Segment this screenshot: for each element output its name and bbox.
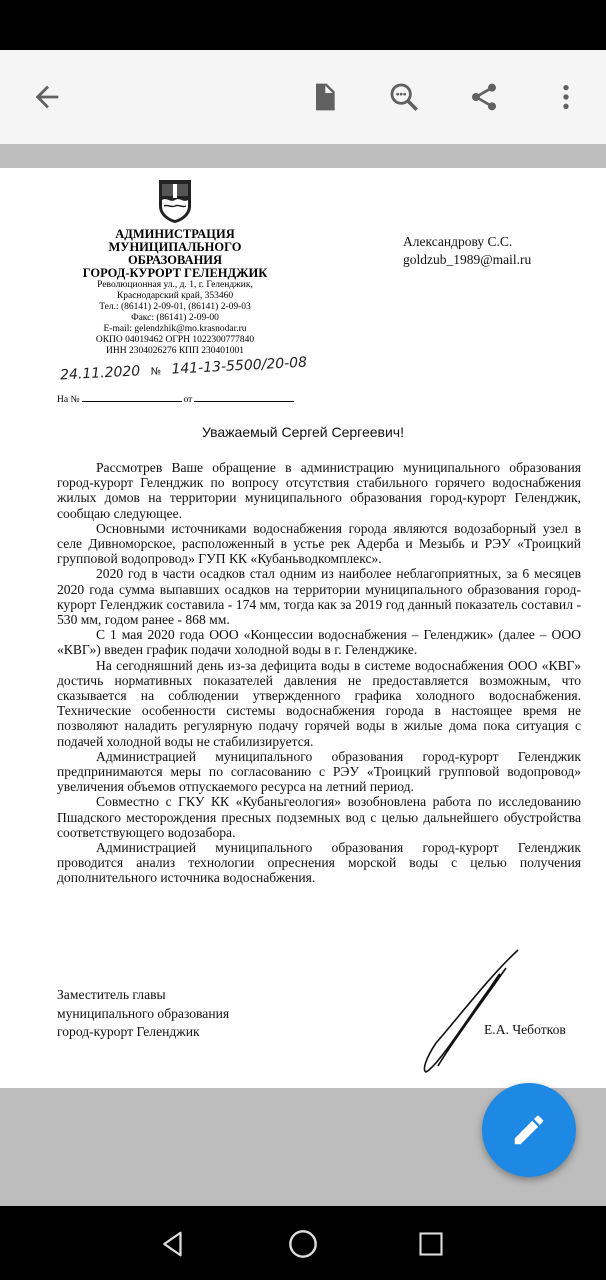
number-mark: № <box>150 366 162 378</box>
okpo-line: ОКПО 04019462 ОГРН 1022300777840 <box>95 335 255 345</box>
back-button[interactable] <box>24 74 70 120</box>
signer-title-line: Заместитель главы <box>57 987 166 1002</box>
back-arrow-icon <box>30 80 64 114</box>
letter-page <box>0 168 606 1088</box>
nav-recents-button[interactable] <box>409 1222 453 1266</box>
paragraph: Рассмотрев Ваше обращение в администрацию муниципального образования город-курорт Геленджик по вопросу отсутствия стабильного горячего водоснабжения жилых домов на территории муниципального образования город-курорт Геленджик, сообщаю следующее. <box>57 460 581 521</box>
handwritten-signature <box>418 948 528 1078</box>
org-name-line-2: МУНИЦИПАЛЬНОГО <box>108 240 242 254</box>
org-name-line-3: ОБРАЗОВАНИЯ <box>127 253 223 267</box>
signer-title-line: муниципального образования <box>57 1005 230 1021</box>
org-name-line-4: ГОРОД-КУРОРТ ГЕЛЕНДЖИК <box>82 266 268 280</box>
inn-line: ИНН 2304026276 КПП 230401001 <box>105 346 244 356</box>
edit-pencil-icon <box>510 1111 548 1149</box>
paragraph: Совместно с ГКУ КК «Кубаньгеология» возобновлена работа по исследованию Пшадского месторождения пресных подземных вод с целью дальнейшего обустройства соответствующего водозабора. <box>57 794 581 840</box>
status-bar <box>0 0 606 50</box>
paragraph: Основными источниками водоснабжения города являются водозаборный узел в селе Дивноморское, расположенный в устье рек Адерба и Мезыбь и РЭУ «Троицкий групповой водопровод» ГУП КК «Кубаньводкомплекс». <box>57 520 581 567</box>
more-vert-icon <box>550 81 582 113</box>
nav-home-button[interactable] <box>281 1222 325 1266</box>
recipient-block <box>403 233 531 269</box>
more-options-button[interactable] <box>543 74 589 120</box>
paragraph: Администрацией муниципального образования город-курорт Геленджик предпринимаются меры по согласованию с РЭУ «Троицкий групповой водопровод» увеличения объемов отпускаемого ресурса на летний период. <box>57 748 581 795</box>
phone-line: Тел.: (86141) 2-09-01, (86141) 2-09-03 <box>99 302 251 312</box>
paragraph: С 1 мая 2020 года ООО «Концессии водоснабжения – Геленджик» (далее – ООО «КВГ») введен график подачи холодной воды в г. Геленджике. <box>57 627 581 658</box>
signer-name: Е.А. Чеботков <box>484 1022 566 1037</box>
fax-line: Факс: (86141) 2-09-00 <box>131 313 219 323</box>
signer-title-line: город-курорт Геленджик <box>57 1024 200 1039</box>
nav-recents-icon <box>417 1230 445 1258</box>
nav-back-button[interactable] <box>151 1222 195 1266</box>
zoom-search-button[interactable] <box>381 74 427 120</box>
share-icon <box>468 81 500 113</box>
paragraph: На сегодняшний день из-за дефицита воды в системе водоснабжения ООО «КВГ» достичь нормативных показателей давления не предоставляется возможным, что сказывается на соблюдении утвержденного графика холодного водоснабжения. Технические особенности системы водоснабжения города в настоящее время не позволяют наладить регулярную подачу горячей воды в жилые дома пока ситуация с подачей холодной воды не стабилизируется. <box>57 657 581 749</box>
paragraph: Администрацией муниципального образования город-курорт Геленджик проводится анализ технологии опреснения морской воды с целью получения дополнительного источника водоснабжения. <box>57 840 581 886</box>
recipient-name: Александрову С.С. <box>403 234 513 249</box>
nav-home-icon <box>287 1228 319 1260</box>
edit-fab-button[interactable] <box>482 1083 576 1177</box>
letterhead <box>60 178 290 357</box>
ref-label: На № <box>57 395 80 405</box>
share-button[interactable] <box>461 74 507 120</box>
coat-of-arms-icon <box>158 178 192 224</box>
document-icon <box>308 81 340 113</box>
ref-from: от <box>183 395 193 405</box>
paragraph: 2020 год в части осадков стал одним из наиболее неблагоприятных, за 6 месяцев 2020 года сумма выпавших осадков на территории муниципального образования город-курорт Геленджик составила - 174 мм, тогда как за 2019 год данный показатель составил - 530 мм, годом ранее - 868 мм. <box>57 566 581 628</box>
reference-line <box>57 392 296 405</box>
handwritten-date: 24.11.2020 <box>59 363 141 384</box>
system-nav-bar <box>0 1206 606 1280</box>
app-toolbar <box>0 50 606 144</box>
email-line: E-mail: gelendzhik@mo.krasnodar.ru <box>103 324 247 334</box>
zoom-search-icon <box>387 80 421 114</box>
greeting: Уважаемый Сергей Сергеевич! <box>202 424 404 440</box>
recipient-email: goldzub_1989@mail.ru <box>403 252 532 267</box>
document-viewer[interactable] <box>0 144 606 1206</box>
address-line: Краснодарский край, 353460 <box>116 291 234 301</box>
letter-body <box>57 460 581 886</box>
signer-title <box>57 986 229 1042</box>
org-name-line-1: АДМИНИСТРАЦИЯ <box>115 227 235 241</box>
address-line: Революционная ул., д. 1, г. Геленджик, <box>97 280 253 290</box>
document-button[interactable] <box>301 74 347 120</box>
handwritten-date-number <box>60 355 308 384</box>
handwritten-number: 141-13-5500/20-08 <box>171 354 308 378</box>
nav-back-icon <box>158 1229 188 1259</box>
